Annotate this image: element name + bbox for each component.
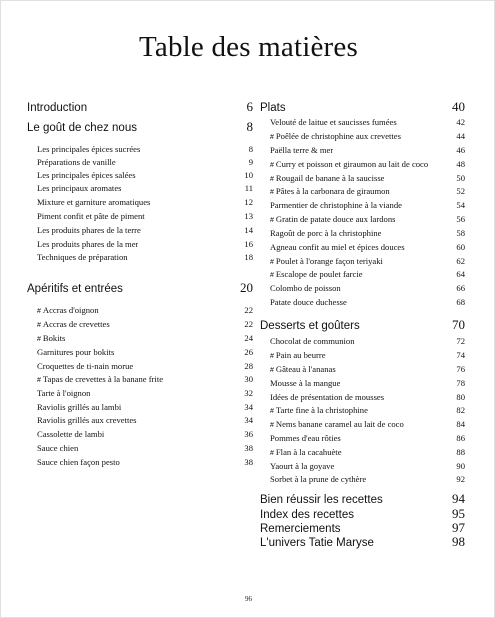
toc-page-number: 10 (244, 170, 253, 180)
toc-label-text: Pommes d'eau rôties (270, 433, 341, 443)
toc-entry-title (27, 252, 128, 262)
recipe-marker-icon: # (270, 134, 274, 141)
toc-entry-title (260, 392, 384, 402)
toc-page-number: 42 (456, 117, 465, 127)
toc-page-number: 12 (244, 197, 253, 207)
toc-page-number: 70 (452, 317, 465, 332)
toc-label-text: Desserts et goûters (260, 320, 360, 332)
toc-entry-title (27, 429, 104, 439)
toc-label-text: Accras d'oignon (42, 305, 99, 315)
toc-entry-title (260, 378, 340, 388)
recipe-marker-icon: # (270, 259, 274, 266)
toc-page-number: 90 (456, 461, 465, 471)
page-number: 96 (245, 595, 252, 603)
toc-page-number: 46 (456, 145, 465, 155)
toc-page-number: 50 (456, 173, 465, 183)
toc-entry-title (260, 117, 397, 127)
toc-page-number: 34 (244, 415, 253, 425)
toc-entry (260, 200, 465, 210)
toc-label-text: Les principaux aromates (37, 183, 122, 193)
toc-entry (260, 228, 465, 238)
toc-label-text: Cassolette de lambi (37, 429, 105, 439)
toc-label-text: Paëlla terre & mer (270, 145, 334, 155)
toc-label-text: Introduction (27, 102, 88, 114)
toc-entry (27, 374, 253, 384)
toc-page-number: 48 (456, 159, 465, 169)
toc-entry (260, 269, 465, 279)
toc-entry (260, 131, 465, 141)
toc-label-text: Mixture et garniture aromatiques (37, 197, 151, 207)
toc-label-text: Les principales épices sucrées (37, 144, 141, 154)
toc-entry-title (27, 319, 110, 329)
toc-entry (27, 252, 253, 262)
toc-label-text: Bokits (42, 333, 66, 343)
toc-entry-title (260, 364, 336, 374)
toc-section (260, 491, 465, 507)
toc-section (260, 99, 465, 115)
recipe-marker-icon: # (270, 367, 274, 374)
toc-label-text: Piment confit et pâte de piment (37, 211, 145, 221)
toc-entry (260, 419, 465, 429)
toc-label-text: Tarte à l'oignon (37, 388, 91, 398)
recipe-marker-icon: # (270, 176, 274, 183)
toc-page-number: 44 (456, 131, 465, 141)
toc-entry (27, 144, 253, 154)
toc-label-text: Escalope de poulet farcie (275, 269, 363, 279)
toc-page-number: 72 (456, 336, 465, 346)
toc-entry-title (260, 461, 334, 471)
toc-entry-title (27, 361, 133, 371)
toc-page-number: 22 (244, 305, 253, 315)
toc-entry-title (260, 214, 395, 224)
toc-label-text: Raviolis grillés au lambi (37, 402, 122, 412)
toc-entry (27, 170, 253, 180)
toc-label-text: Tapas de crevettes à la banane frite (42, 374, 164, 384)
toc-page-number: 94 (452, 491, 465, 506)
toc-entry (260, 405, 465, 415)
toc-label-text: Les produits phares de la mer (37, 239, 139, 249)
toc-page-number: 13 (244, 211, 253, 221)
toc-entry (260, 474, 465, 484)
toc-page-number: 68 (456, 297, 465, 307)
toc-entry-title (27, 305, 99, 315)
toc-entry (260, 173, 465, 183)
toc-label-text: Apéritifs et entrées (27, 283, 123, 295)
toc-page-number: 22 (244, 319, 253, 329)
toc-entry-title (260, 173, 384, 183)
toc-label-text: Yaourt à la goyave (270, 461, 335, 471)
toc-label-text: Agneau confit au miel et épices douces (270, 242, 405, 252)
recipe-marker-icon: # (270, 422, 274, 429)
recipe-marker-icon: # (270, 450, 274, 457)
toc-label-text: Ragoût de porc à la christophine (270, 228, 382, 238)
toc-label-text: Velouté de laitue et saucisses fumées (270, 117, 397, 127)
toc-entry-title (27, 374, 163, 384)
toc-entry (260, 297, 465, 307)
toc-entry-title (27, 144, 140, 154)
toc-page-number: 82 (456, 405, 465, 415)
toc-entry-title (260, 159, 428, 169)
toc-entry (27, 347, 253, 357)
toc-label-text: Gratin de patate douce aux lardons (275, 214, 396, 224)
toc-entry-title (260, 256, 383, 266)
toc-section (27, 119, 253, 135)
toc-entry-title (260, 447, 342, 457)
toc-page-number: 11 (244, 183, 253, 193)
toc-page-number: 88 (456, 447, 465, 457)
recipe-marker-icon: # (270, 353, 274, 360)
toc-label-text: Gâteau à l'ananas (275, 364, 336, 374)
toc-page-number: 38 (244, 443, 253, 453)
toc-entry (27, 333, 253, 343)
toc-entry (260, 378, 465, 388)
toc-label-text: Croquettes de ti-nain morue (37, 361, 134, 371)
toc-entry (260, 214, 465, 224)
toc-entry (27, 239, 253, 249)
toc-entry-title (27, 443, 78, 453)
toc-label-text: Les produits phares de la terre (37, 225, 141, 235)
toc-entry-title (27, 388, 90, 398)
toc-entry (260, 350, 465, 360)
toc-page-number: 60 (456, 242, 465, 252)
toc-page-number: 28 (244, 361, 253, 371)
toc-entry (27, 361, 253, 371)
toc-entry-title (260, 474, 366, 484)
recipe-marker-icon: # (37, 322, 41, 329)
toc-section-title (27, 283, 123, 295)
toc-entry (260, 242, 465, 252)
toc-label-text: Accras de crevettes (42, 319, 110, 329)
toc-entry (27, 443, 253, 453)
toc-section-title (260, 320, 360, 332)
toc-entry-title (27, 402, 121, 412)
toc-label-text: Parmentier de christophine à la viande (270, 200, 402, 210)
recipe-marker-icon: # (270, 217, 274, 224)
recipe-marker-icon: # (37, 308, 41, 315)
toc-label-text: Pâtes à la carbonara de giraumon (275, 186, 390, 196)
toc-section-title (260, 102, 286, 114)
toc-label-text: Préparations de vanille (37, 157, 116, 167)
toc-entry-title (27, 225, 141, 235)
toc-label-text: Curry et poisson et giraumon au lait de coco (275, 159, 429, 169)
toc-section (260, 317, 465, 333)
toc-entry (260, 336, 465, 346)
toc-entry-title (260, 269, 363, 279)
toc-page-number: 86 (456, 433, 465, 443)
toc-label-text: Techniques de préparation (37, 252, 128, 262)
toc-section-title (27, 102, 87, 114)
toc-page-number: 38 (244, 457, 253, 467)
toc-page-number: 76 (456, 364, 465, 374)
toc-entry-title (27, 415, 137, 425)
toc-entry-title (27, 333, 65, 343)
toc-entry-title (27, 239, 138, 249)
toc-page-number: 92 (456, 474, 465, 484)
recipe-marker-icon: # (37, 377, 41, 384)
toc-label-text: Sauce chien (37, 443, 79, 453)
toc-label-text: Colombo de poisson (270, 283, 341, 293)
toc-page-number: 97 (452, 520, 465, 535)
toc-section-title (27, 122, 137, 134)
toc-entry-title (27, 170, 136, 180)
toc-entry (260, 283, 465, 293)
recipe-marker-icon: # (270, 189, 274, 196)
toc-entry (27, 457, 253, 467)
toc-entry-title (260, 145, 333, 155)
toc-label-text: Flan à la cacahuète (275, 447, 342, 457)
toc-label-text: Les principales épices salées (37, 170, 136, 180)
toc-entry (260, 159, 465, 169)
toc-label-text: Index des recettes (260, 509, 354, 521)
toc-section-title (260, 494, 383, 506)
toc-page-number: 16 (244, 239, 253, 249)
toc-entry-title (260, 297, 347, 307)
toc-entry (27, 211, 253, 221)
toc-page-number: 74 (456, 350, 465, 360)
toc-section-title (260, 537, 374, 549)
toc-entry-title (27, 157, 116, 167)
toc-page-number: 66 (456, 283, 465, 293)
toc-page-number: 78 (456, 378, 465, 388)
toc-page-number: 58 (456, 228, 465, 238)
toc-entry (260, 447, 465, 457)
toc-entry-title (27, 183, 121, 193)
toc-label-text: Sorbet à la prune de cythère (270, 474, 367, 484)
toc-label-text: Patate douce duchesse (270, 297, 347, 307)
toc-page-number: 84 (456, 419, 465, 429)
toc-entry (27, 388, 253, 398)
toc-label-text: Poulet à l'orange façon teriyaki (275, 256, 383, 266)
toc-label-text: Mousse à la mangue (270, 378, 341, 388)
toc-page-number: 14 (244, 225, 253, 235)
toc-entry-title (260, 419, 404, 429)
toc-entry (260, 364, 465, 374)
toc-label-text: Le goût de chez nous (27, 122, 137, 134)
toc-entry (27, 157, 253, 167)
toc-label-text: Poêlée de christophine aux crevettes (275, 131, 401, 141)
recipe-marker-icon: # (37, 336, 41, 343)
toc-page-number: 8 (246, 119, 253, 134)
toc-entry-title (260, 131, 401, 141)
page-title: Table des matières (139, 31, 358, 63)
toc-entry (27, 402, 253, 412)
toc-entry (260, 186, 465, 196)
toc-section (27, 99, 253, 115)
toc-label-text: Plats (260, 102, 286, 114)
recipe-marker-icon: # (270, 272, 274, 279)
toc-entry-title (260, 405, 368, 415)
toc-page-number: 26 (244, 347, 253, 357)
toc-entry (27, 319, 253, 329)
toc-section (260, 534, 465, 550)
toc-entry-title (27, 211, 145, 221)
toc-entry-title (27, 197, 150, 207)
toc-entry (27, 415, 253, 425)
toc-page-number: 52 (456, 186, 465, 196)
toc-label-text: Garnitures pour bokits (37, 347, 115, 357)
toc-page-number: 98 (452, 534, 465, 549)
toc-page-number: 95 (452, 506, 465, 521)
toc-page-number: 56 (456, 214, 465, 224)
toc-entry (260, 392, 465, 402)
toc-page-number: 62 (456, 256, 465, 266)
toc-label-text: Sauce chien façon pesto (37, 457, 120, 467)
toc-label-text: Rougail de banane à la saucisse (275, 173, 385, 183)
toc-entry (260, 256, 465, 266)
recipe-marker-icon: # (270, 408, 274, 415)
toc-page-number: 30 (244, 374, 253, 384)
toc-entry-title (260, 350, 326, 360)
toc-entry (27, 183, 253, 193)
toc-entry (27, 197, 253, 207)
toc-page-number: 64 (456, 269, 465, 279)
toc-label-text: L'univers Tatie Maryse (260, 537, 374, 549)
toc-label-text: Remerciements (260, 523, 341, 535)
recipe-marker-icon: # (270, 162, 274, 169)
toc-page-number: 24 (244, 333, 253, 343)
toc-entry (27, 305, 253, 315)
toc-entry (260, 117, 465, 127)
toc-page-number: 6 (246, 99, 253, 114)
toc-label-text: Tarte fine à la christophine (275, 405, 368, 415)
toc-entry (27, 225, 253, 235)
toc-entry-title (260, 200, 402, 210)
toc-page-number: 9 (248, 157, 253, 167)
toc-page-number: 54 (456, 200, 465, 210)
toc-entry (260, 433, 465, 443)
toc-entry-title (260, 283, 341, 293)
toc-page-number: 32 (244, 388, 253, 398)
toc-label-text: Bien réussir les recettes (260, 494, 383, 506)
toc-entry (260, 461, 465, 471)
toc-label-text: Nems banane caramel au lait de coco (275, 419, 404, 429)
toc-page-number: 8 (248, 144, 253, 154)
toc-entry-title (260, 433, 341, 443)
toc-page-number: 34 (244, 402, 253, 412)
toc-page-number: 40 (452, 99, 465, 114)
toc-section (27, 280, 253, 296)
toc-page-number: 80 (456, 392, 465, 402)
toc-entry (27, 429, 253, 439)
toc-label-text: Chocolat de communion (270, 336, 355, 346)
toc-entry-title (260, 228, 381, 238)
toc-entry-title (260, 336, 355, 346)
toc-entry (260, 145, 465, 155)
toc-entry-title (27, 347, 114, 357)
toc-entry-title (27, 457, 120, 467)
toc-label-text: Raviolis grillés aux crevettes (37, 415, 137, 425)
toc-page-number: 20 (240, 280, 253, 295)
toc-label-text: Idées de présentation de mousses (270, 392, 385, 402)
toc-page-number: 18 (244, 252, 253, 262)
toc-page-number: 36 (244, 429, 253, 439)
toc-label-text: Pain au beurre (275, 350, 326, 360)
toc-entry-title (260, 242, 405, 252)
toc-entry-title (260, 186, 390, 196)
